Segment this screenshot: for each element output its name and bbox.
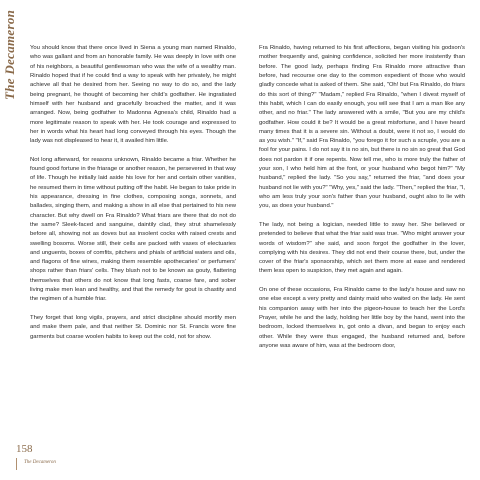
paragraph: They forget that long vigils, prayers, and strict discipline should mortify men and make them pale, and that neither St. Dominic nor St. Francis wore fine garments but coarse woolen habits to keep out the cold, not for show. xyxy=(30,315,236,340)
left-column xyxy=(30,44,236,351)
right-column xyxy=(259,44,465,361)
paragraph: You should know that there once lived in Siena a young man named Rinaldo, who was gallant and from an honorable family. He was deeply in love with one of his neighbors, a beautiful gentlewoman who was the wife of a wealthy man. Rinaldo hoped that if he could find a way to speak with her privately, he might achieve all that he desired from her. Seeing no way to do so, and the lady being pregnant, he thought of becoming her child's godfather. He ingratiated himself with her husband and gracefully broached the matter, and it was arranged. Now, being godfather to Madonna Agnesa's child, Rinaldo had a more legitimate reason to speak with her. He took courage and expressed to her in words what his heart had long conveyed through his eyes. Though the lady was not displeased to hear it, it availed him little. xyxy=(30,45,236,145)
paragraph: On one of these occasions, Fra Rinaldo came to the lady's house and saw no one else except a very pretty and dainty maid who waited on the lady. He sent his companion away with her into the pigeon-house to teach her the Lord's Prayer, while he and the lady, holding her little boy by the hand, went into the bedroom, locked themselves in, got onto a divan, and began to enjoy each other. While they were thus engaged, the husband returned and, before anyone was aware of him, was at the bedroom door, xyxy=(259,287,465,349)
paragraph: The lady, not being a logician, needed little to sway her. She believed or pretended to believe that what the friar said was true. "Who might answer your words of wisdom?" she said, and soon forgot the godfather in the lover, complying with his desires. They did not end their course there, but, under the cover of the friar's sponsorship, which set them more at ease and rendered them less open to suspicion, they met again and again. xyxy=(259,221,465,275)
paragraph: Not long afterward, for reasons unknown, Rinaldo became a friar. Whether he found good fortune in the friarage or another reason, he persevered in that way of life. Though he initially laid aside his love for her and certain other vanities, he resumed them in time without putting off the habit. He began to take pride in his appearance, dressing in fine clothes, composing songs, sonnets, and ballades, singing them, and making a show in all else that pertained to his new character. But why dwell on Fra Rinaldo? What friars are there that do not do the same? Sleek-faced and sanguine, daintily clad, they strut shamelessly before all, showing not as doves but as insolent cocks with raised crests and swelling bosoms. Worse still, their cells are packed with vases of electuaries and unguents, boxes of comfits, pitchers and phials of artificial waters and oils, and flagons of fine wines, making them resemble apothecaries' or perfumers' shops rather than friars' cells. They blush not to be known as gouty, flattering themselves that others do not know that long fasts, coarse fare, and sober living make men lean and healthy, and that the remedy for gout is chastity and the regimen of a humble friar. xyxy=(30,156,236,303)
footer-title: The Decameron xyxy=(24,460,56,465)
page-number: 158 xyxy=(16,443,33,455)
running-title-vertical: The Decameron xyxy=(2,9,17,100)
footer-divider xyxy=(16,458,17,470)
paragraph: Fra Rinaldo, having returned to his first affections, began visiting his godson's mother frequently and, gaining confidence, solicited her more insistently than before. The good lady, perhaps finding Fra Rinaldo more attractive than before, had recourse one day to the common expedient of those who would gladly concede what is asked of them. She said, "Oh! but Fra Rinaldo, do friars do this sort of thing?" "Madam," replied Fra Rinaldo, "when I divest myself of this habit, which I can do easily enough, you will see that I am a man like any other, and no friar." The lady answered with a smile, "But you are my child's godfather. How could it be? It would be a great misfortune, and I have heard many times that it is a severe sin. Without a doubt, were it not so, I would do as you wish." "If," said Fra Rinaldo, "you forego it for such a scruple, you are a fool for your pains. I do not say it is no sin, but there is no sin so great that God does not pardon it if one repents. Now tell me, who is more truly the father of your son, I who held him at the font, or your husband who begot him?" "My husband," replied the lady. "So you say," returned the friar, "and does your husband not lie with you?" "Why, yes," said the lady. "Then," replied the friar, "I, who am less truly your son's father than your husband, ought also to lie with you, as does your husband." xyxy=(259,45,465,210)
